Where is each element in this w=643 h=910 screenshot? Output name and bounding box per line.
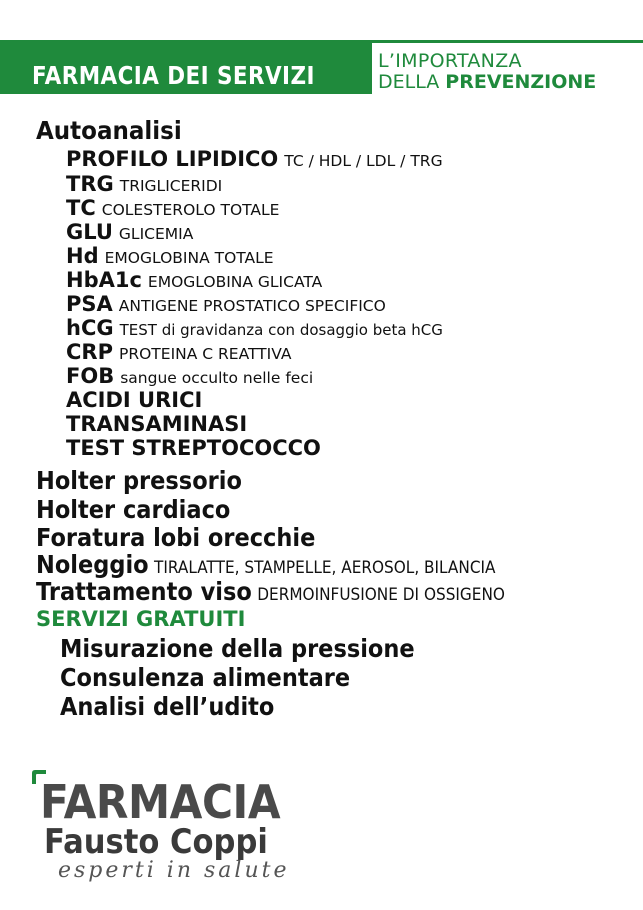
service-title: Trattamento viso	[36, 577, 252, 606]
subtitle-line2	[378, 71, 596, 93]
item-code: PSA	[66, 292, 113, 316]
item-desc: GLICEMIA	[118, 225, 194, 243]
list-item	[66, 244, 274, 268]
service-desc: TIRALATTE, STAMPELLE, AEROSOL, BILANCIA	[154, 558, 496, 578]
item-code: HbA1c	[66, 268, 142, 292]
item-desc: COLESTEROLO TOTALE	[101, 201, 280, 219]
service-item	[36, 523, 315, 552]
service-item	[36, 577, 505, 606]
service-item	[36, 495, 230, 524]
list-item	[66, 364, 313, 388]
item-desc: PROTEINA C REATTIVA	[118, 345, 292, 363]
header-title: FARMACIA DEI SERVIZI	[32, 60, 315, 90]
service-item	[36, 466, 242, 495]
item-code: FOB	[66, 364, 115, 388]
list-item	[66, 220, 193, 244]
list-item	[66, 172, 222, 196]
item-code: CRP	[66, 340, 113, 364]
list-item	[66, 292, 386, 316]
subtitle-line1: L’IMPORTANZA	[378, 50, 522, 72]
item-code: hCG	[66, 316, 114, 340]
item-desc: TEST di gravidanza con dosaggio beta hCG	[119, 321, 443, 339]
header-subtitle	[372, 40, 643, 94]
free-service-item: Analisi dell’udito	[60, 692, 275, 721]
service-item	[36, 550, 496, 579]
free-service-item: Consulenza alimentare	[60, 663, 351, 692]
item-desc: ANTIGENE PROSTATICO SPECIFICO	[118, 297, 386, 315]
item-desc: TRIGLICERIDI	[119, 177, 223, 195]
item-desc: EMOGLOBINA TOTALE	[104, 249, 274, 267]
item-desc: TC / HDL / LDL / TRG	[284, 152, 443, 170]
list-item	[66, 196, 279, 220]
service-title: Holter pressorio	[36, 466, 242, 495]
item-code: TC	[66, 196, 96, 220]
logo-name: Fausto Coppi	[44, 822, 268, 862]
item-desc: EMOGLOBINA GLICATA	[147, 273, 323, 291]
service-title: Holter cardiaco	[36, 495, 231, 524]
service-title: Noleggio	[36, 550, 149, 579]
item-code: TRANSAMINASI	[66, 412, 248, 436]
item-code: Hd	[66, 244, 99, 268]
item-desc: sangue occulto nelle feci	[120, 369, 314, 387]
item-code: TRG	[66, 172, 114, 196]
list-item	[66, 412, 247, 436]
autoanalisi-title: Autoanalisi	[36, 116, 182, 145]
list-item	[66, 268, 322, 292]
item-code: TEST STREPTOCOCCO	[66, 436, 321, 460]
service-desc: DERMOINFUSIONE DI OSSIGENO	[257, 585, 505, 605]
free-services-title: SERVIZI GRATUITI	[36, 607, 246, 631]
item-code: ACIDI URICI	[66, 388, 203, 412]
list-item	[66, 316, 443, 340]
list-item	[66, 147, 443, 171]
list-item	[66, 436, 321, 460]
header-divider	[372, 40, 643, 43]
list-item	[66, 340, 291, 364]
logo-farmacia: FARMACIA	[40, 775, 281, 829]
service-title: Foratura lobi orecchie	[36, 523, 316, 552]
free-service-item: Misurazione della pressione	[60, 634, 415, 663]
item-code: PROFILO LIPIDICO	[66, 147, 279, 171]
logo-tagline: esperti in salute	[58, 858, 290, 883]
subtitle-line2-b: PREVENZIONE	[445, 71, 597, 93]
subtitle-line2-a: DELLA	[378, 71, 446, 93]
header-banner	[0, 40, 372, 94]
item-code: GLU	[66, 220, 113, 244]
list-item	[66, 388, 202, 412]
